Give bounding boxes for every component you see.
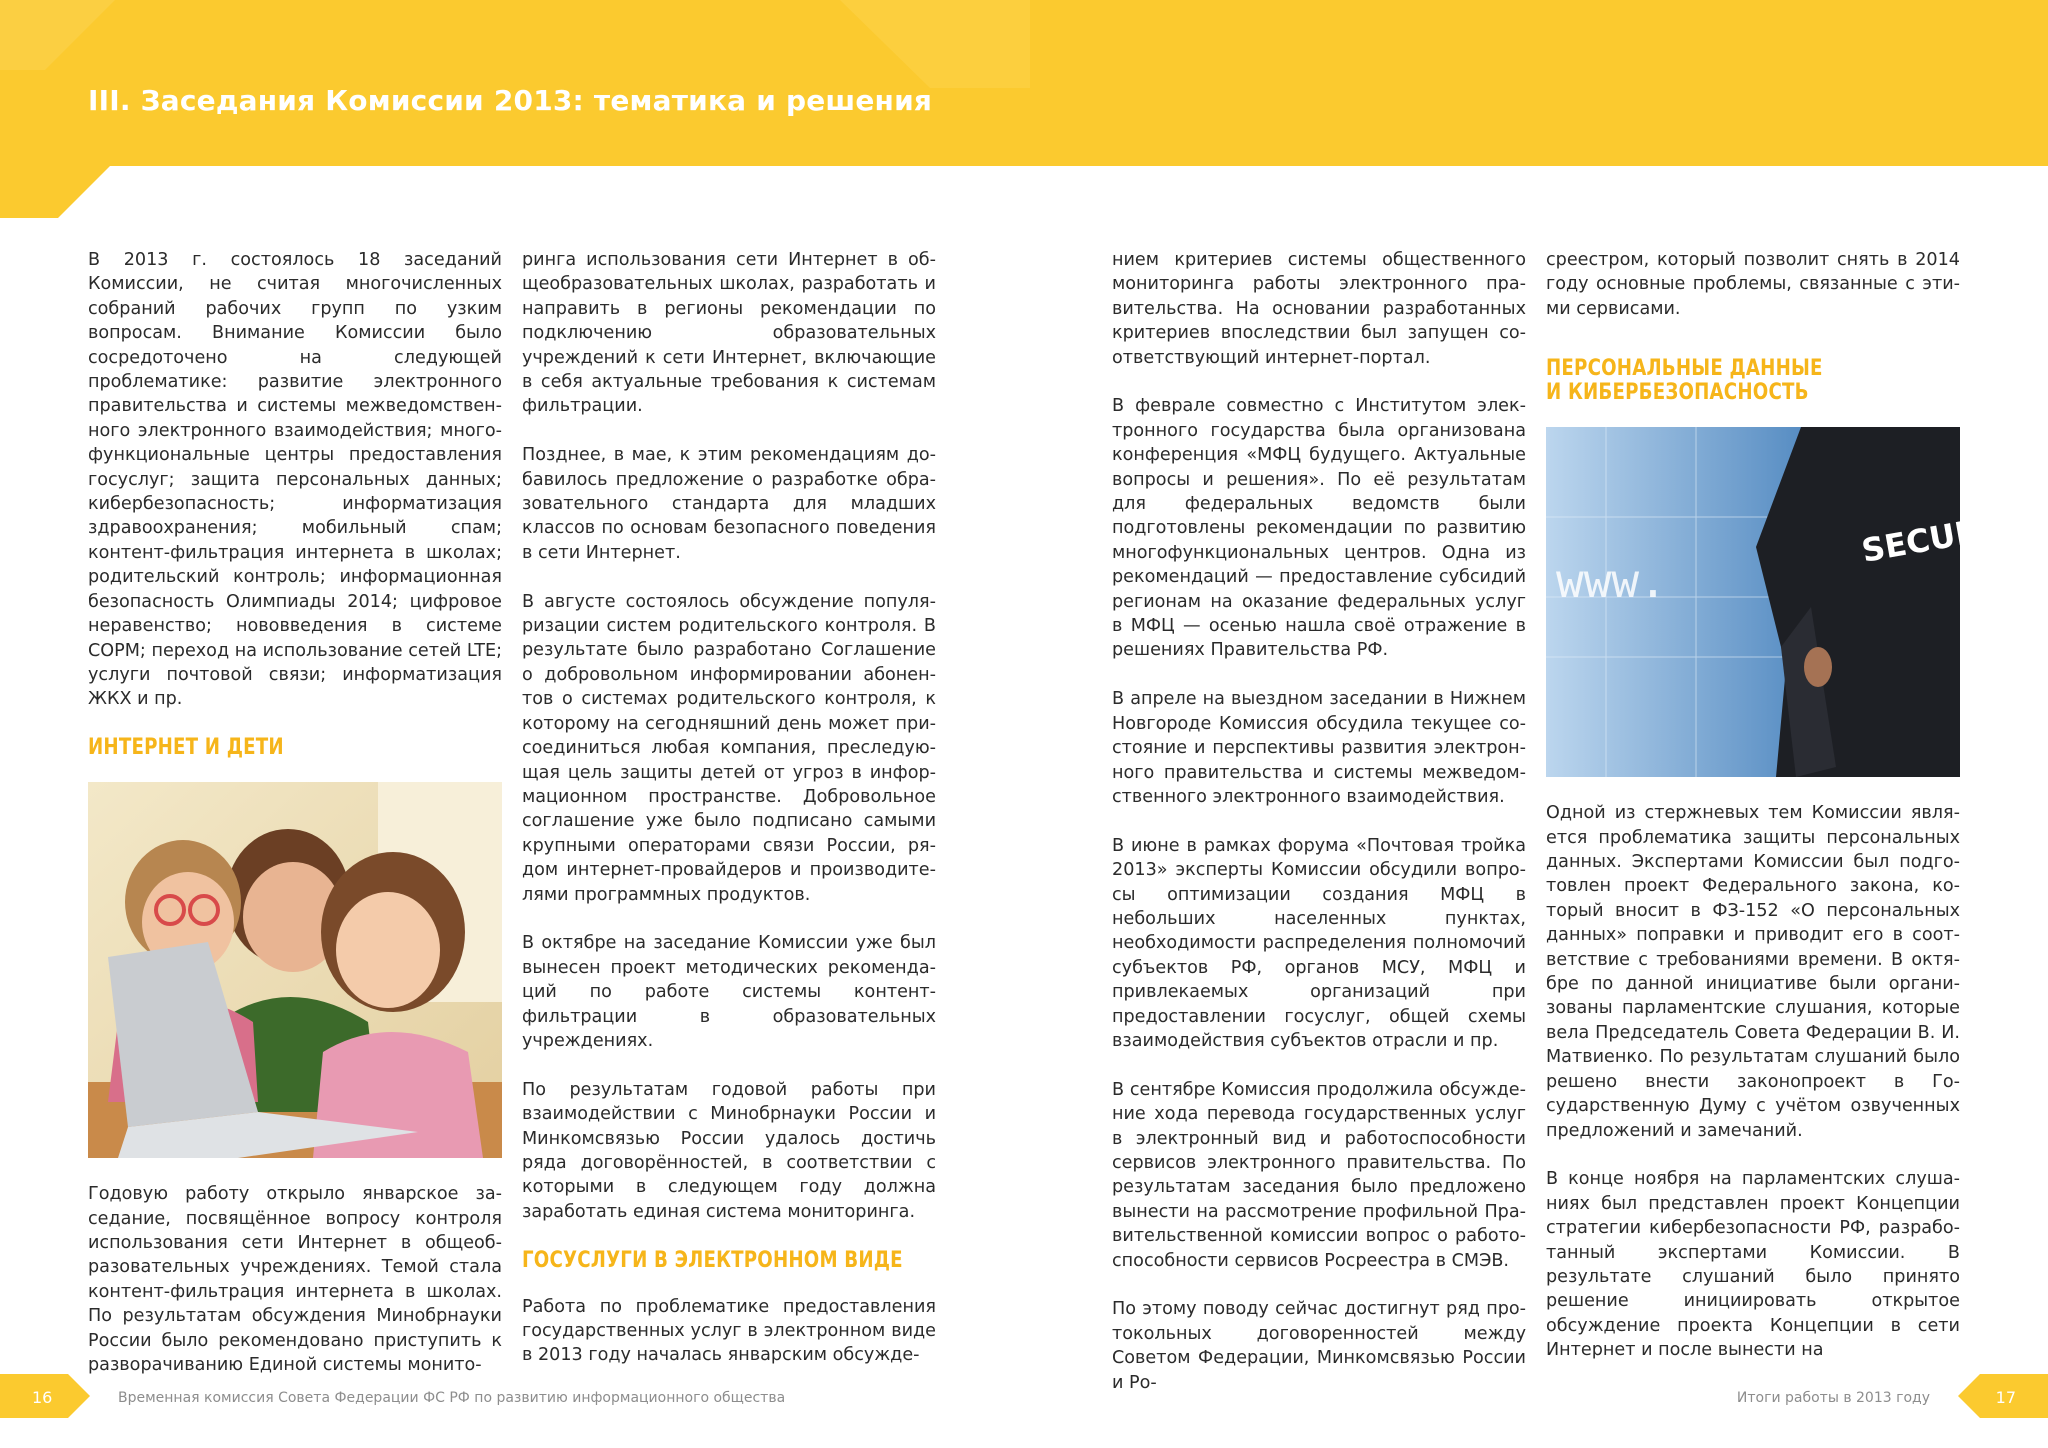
paragraph: ринга использования сети Интернет в общеобразовательных школах, разработать и направить в регионы рекомендации по подключению образовательных учреждений к сети Интернет, включающие в себя актуальные требования к системам фильтрации. [522, 250, 936, 417]
paragraph: В июне в рамках форума «Почтовая тройка 2013» эксперты Комиссии обсудили вопросы оптимизации создания МФЦ в небольших населенных пунктах, необходимости распределения полномочий субъектов РФ, органов МСУ, МФЦ и привлекаемых организаций при предоставлении госуслуг, общей схемы взаимодействия субъектов отрасли и пр. [1112, 835, 1526, 1051]
paragraph: Годовую работу открыло январское заседание, посвящённое вопросу контроля использования сети Интернет в общеобразовательных учреждениях. Темой стала контент-фильтрация интернета в школах. По результатам обсуждения Минобрнауки России было рекомендовано приступить к разворачиванию Единой системы монито- [88, 1184, 502, 1375]
paragraph: среестром, который позволит снять в 2014 году основные проблемы, связанные с этими сервисами. [1546, 250, 1960, 319]
children-laptop-photo [88, 782, 502, 1158]
page-number-right: 17 [1995, 1388, 2016, 1407]
section-heading-personal-data: ПЕРСОНАЛЬНЫЕ ДАННЫЕ [1546, 356, 1823, 382]
section-heading-cybersecurity: И КИБЕРБЕЗОПАСНОСТЬ [1546, 380, 1809, 406]
paragraph: В апреле на выездном заседании в Нижнем Новгороде Комиссия обсудила текущее состояние и перспективы развития электронного правительства и системы межведомственного электронного взаимодействия. [1112, 689, 1526, 807]
security-photo [1546, 427, 1983, 777]
banner-decoration [0, 0, 2048, 166]
column-3 [1112, 248, 1526, 1395]
photo-secur-text: SECUR [1858, 512, 1983, 571]
paragraph: В 2013 г. состоялось 18 заседаний Комиссии, не считая многочисленных собраний рабочих групп по узким вопросам. Внимание Комиссии было сосредоточено на следующей проблематике: развитие электронного правительства и системы межведомственного электронного взаимодействия; многофункциональные центры предоставления госуслуг; защита персональных данных; кибербезопасность; информатизация здравоохранения; мобильный спам; контент-фильтрация интернета в школах; родительский контроль; информационная безопасность Олимпиады 2014; цифровое неравенство; нововведения в системе СОРМ; переход на использование сетей LTE; услуги почтовой связи; информатизация ЖКХ и пр. [88, 250, 502, 710]
paragraph: По этому поводу сейчас достигнут ряд протокольных договоренностей между Советом Федерации, Минкомсвязью России и Ро- [1112, 1299, 1526, 1393]
paragraph: В сентябре Комиссия продолжила обсуждение хода перевода государственных услуг в электронный вид и работоспособности сервисов электронного правительства. По результатам заседания было предложено вынести на рассмотрение профильной Правительственной комиссии вопрос о работоспособности сервисов Росреестра в СМЭВ. [1112, 1079, 1526, 1271]
column-4 [1546, 248, 1983, 1363]
paragraph: Работа по проблематике предоставления государственных услуг в электронном виде в 2013 году началась январским обсужде- [522, 1296, 936, 1366]
page-number-left: 16 [32, 1388, 53, 1407]
section-heading-gosuslugi: ГОСУСЛУГИ В ЭЛЕКТРОННОМ ВИДЕ [522, 1247, 903, 1273]
footer-left-text: Временная комиссия Совета Федерации ФС РФ по развитию информационного общества [118, 1390, 786, 1406]
photo-www-text: www. [1556, 554, 1667, 609]
column-2 [522, 248, 936, 1368]
paragraph: В октябре на заседание Комиссии уже был вынесен проект методических рекомендаций по работе системы контент-фильтрации в образовательных учреждениях. [522, 933, 936, 1051]
section-heading-internet-children: ИНТЕРНЕТ И ДЕТИ [88, 735, 284, 761]
page-title: III. Заседания Комиссии 2013: тематика и решения [88, 84, 933, 117]
paragraph: По результатам годовой работы при взаимодействии с Минобрнауки России и Минкомсвязью России удалось достичь ряда договорённостей, в соответствии с которыми в следующем году должна заработать единая система мониторинга. [522, 1079, 936, 1222]
header-banner [0, 0, 2048, 166]
paragraph: Позднее, в мае, к этим рекомендациям добавилось предложение о разработке образовательного стандарта для младших классов по основам безопасного поведения в сети Интернет. [522, 445, 936, 563]
paragraph: В феврале совместно с Институтом электронного государства была организована конференция «МФЦ будущего. Актуальные вопросы и решения». По её результатам для федеральных ведомств были подготовлены рекомендации по развитию многофункциональных центров. Одна из рекомендаций — предоставление субсидий регионам на оказание федеральных услуг в МФЦ — осенью нашла своё отражение в решениях Правительства РФ. [1112, 396, 1526, 661]
paragraph: Одной из стержневых тем Комиссии является проблематика защиты персональных данных. Экспертами Комиссии был подготовлен проект Федерального закона, который вносит в ФЗ-152 «О персональных данных» поправки и приводит его в соответствие с требованиями времени. В октябре по данной инициативе были организованы парламентские слушания, которые вела Председатель Совета Федерации В. И. Матвиенко. По результатам слушаний было решено внести законопроект в Государственную Думу с учётом озвученных предложений и замечаний. [1546, 803, 1960, 1141]
column-1 [88, 248, 502, 1377]
paragraph: В августе состоялось обсуждение популяризации систем родительского контроля. В результате было разработано Соглашение о добровольном информировании абонентов о системах родительского контроля, к которому на сегодняшний день может присоединиться любая компания, преследующая цель защиты детей от угроз в информационном пространстве. Добровольное соглашение уже было подписано самыми крупными операторами связи России, рядом интернет-провайдеров и производителями программных продуктов. [522, 591, 936, 905]
paragraph: В конце ноября на парламентских слушаниях был представлен проект Концепции стратегии кибербезопасности РФ, разработанный экспертами Комиссии. В результате слушаний было принято решение инициировать открытое обсуждение проекта Концепции в сети Интернет и после вынести на [1546, 1169, 1960, 1361]
footer [0, 1376, 2048, 1420]
banner-corner-decoration [0, 166, 110, 218]
footer-right-text: Итоги работы в 2013 году [1736, 1390, 1930, 1406]
paragraph: нием критериев системы общественного мониторинга работы электронного правительства. На основании разработанных критериев впоследствии был запущен соответствующий интернет-портал. [1112, 250, 1526, 368]
